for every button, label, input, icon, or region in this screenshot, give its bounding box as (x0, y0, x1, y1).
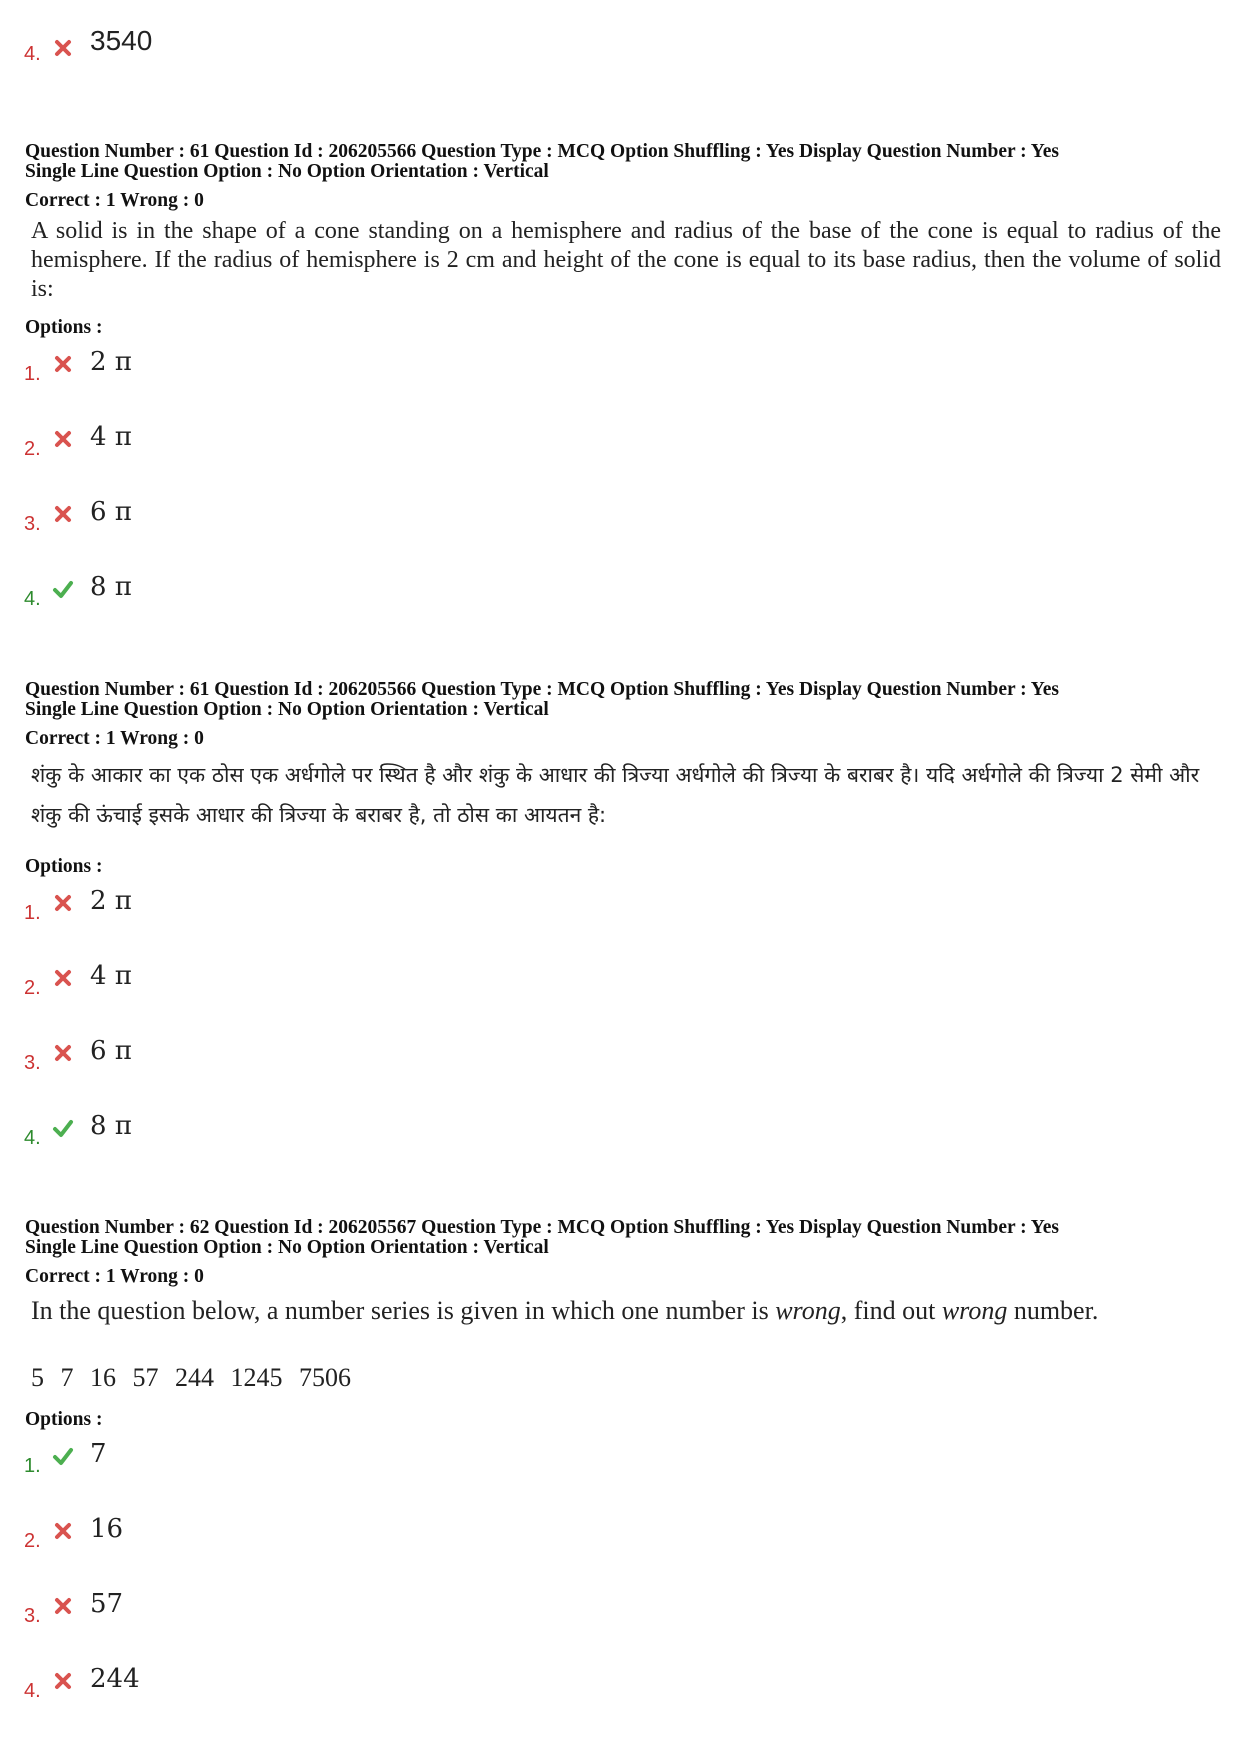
question-text-part: In the question below, a number series is given in which one number is (31, 1296, 776, 1325)
option-text: 6 π (90, 497, 132, 527)
option-number: 1. (24, 1455, 41, 1477)
option-number: 3. (24, 513, 41, 535)
question-meta: Question Number : 62 Question Id : 206205567 Question Type : MCQ Option Shuffling : Yes Display Question Number : Yes (25, 1217, 1059, 1238)
question-meta-2: Single Line Question Option : No Option Orientation : Vertical (25, 161, 549, 182)
cross-icon (52, 1670, 74, 1692)
option-number: 4. (24, 1680, 41, 1702)
question-text (31, 1296, 1221, 1325)
option-number: 4. (24, 43, 41, 65)
option-text: 57 (90, 1589, 124, 1619)
question-meta-2: Single Line Question Option : No Option Orientation : Vertical (25, 699, 549, 720)
question-text-part: number. (1007, 1296, 1099, 1325)
option-text: 2 π (90, 886, 132, 916)
option-text: 4 π (90, 961, 132, 991)
option-number: 3. (24, 1052, 41, 1074)
option-number: 4. (24, 1127, 41, 1149)
option-number: 2. (24, 1530, 41, 1552)
cross-icon (52, 37, 74, 59)
score-info: Correct : 1 Wrong : 0 (25, 728, 204, 749)
question-meta: Question Number : 61 Question Id : 206205566 Question Type : MCQ Option Shuffling : Yes Display Question Number : Yes (25, 141, 1059, 162)
check-icon (52, 578, 74, 600)
question-text: शंकु के आकार का एक ठोस एक अर्धगोले पर स्थित है और शंकु के आधार की त्रिज्या अर्धगोले की त्रिज्या के बराबर है। यदि अर्धगोले की त्रिज्या 2 सेमी और शंकु की ऊंचाई इसके आधार की त्रिज्या के बराबर है, तो ठोस का आयतन है: (31, 763, 1200, 827)
option-text: 16 (90, 1514, 124, 1544)
question-text: A solid is in the shape of a cone standing on a hemisphere and radius of the base of the cone is equal to radius of the hemisphere. If the radius of hemisphere is 2 cm and height of the cone is equal to its base radius, then the volume of solid is: (31, 218, 1221, 302)
options-label: Options : (25, 856, 103, 877)
cross-icon (52, 503, 74, 525)
option-text: 2 π (90, 347, 132, 377)
cross-icon (52, 967, 74, 989)
question-meta-2: Single Line Question Option : No Option Orientation : Vertical (25, 1237, 549, 1258)
question-text-part: , find out (840, 1296, 942, 1325)
option-text: 3540 (90, 25, 153, 56)
score-info: Correct : 1 Wrong : 0 (25, 190, 204, 211)
option-number: 1. (24, 902, 41, 924)
option-number: 4. (24, 588, 41, 610)
cross-icon (52, 1520, 74, 1542)
check-icon (52, 1117, 74, 1139)
question-emphasis: wrong (775, 1296, 841, 1325)
option-text: 6 π (90, 1036, 132, 1066)
check-icon (52, 1445, 74, 1467)
question-emphasis: wrong (941, 1296, 1008, 1325)
options-label: Options : (25, 1409, 103, 1430)
option-number: 1. (24, 363, 41, 385)
cross-icon (52, 353, 74, 375)
option-number: 2. (24, 977, 41, 999)
option-text: 7 (90, 1439, 107, 1469)
option-text: 8 π (90, 1111, 132, 1141)
options-label: Options : (25, 317, 103, 338)
cross-icon (52, 892, 74, 914)
option-text: 8 π (90, 572, 132, 602)
number-series: 5 7 16 57 244 1245 7506 (31, 1363, 351, 1392)
option-text: 4 π (90, 422, 132, 452)
option-number: 3. (24, 1605, 41, 1627)
cross-icon (52, 1595, 74, 1617)
score-info: Correct : 1 Wrong : 0 (25, 1266, 204, 1287)
option-number: 2. (24, 438, 41, 460)
option-text: 244 (90, 1664, 140, 1694)
question-meta: Question Number : 61 Question Id : 206205566 Question Type : MCQ Option Shuffling : Yes Display Question Number : Yes (25, 679, 1059, 700)
cross-icon (52, 428, 74, 450)
cross-icon (52, 1042, 74, 1064)
